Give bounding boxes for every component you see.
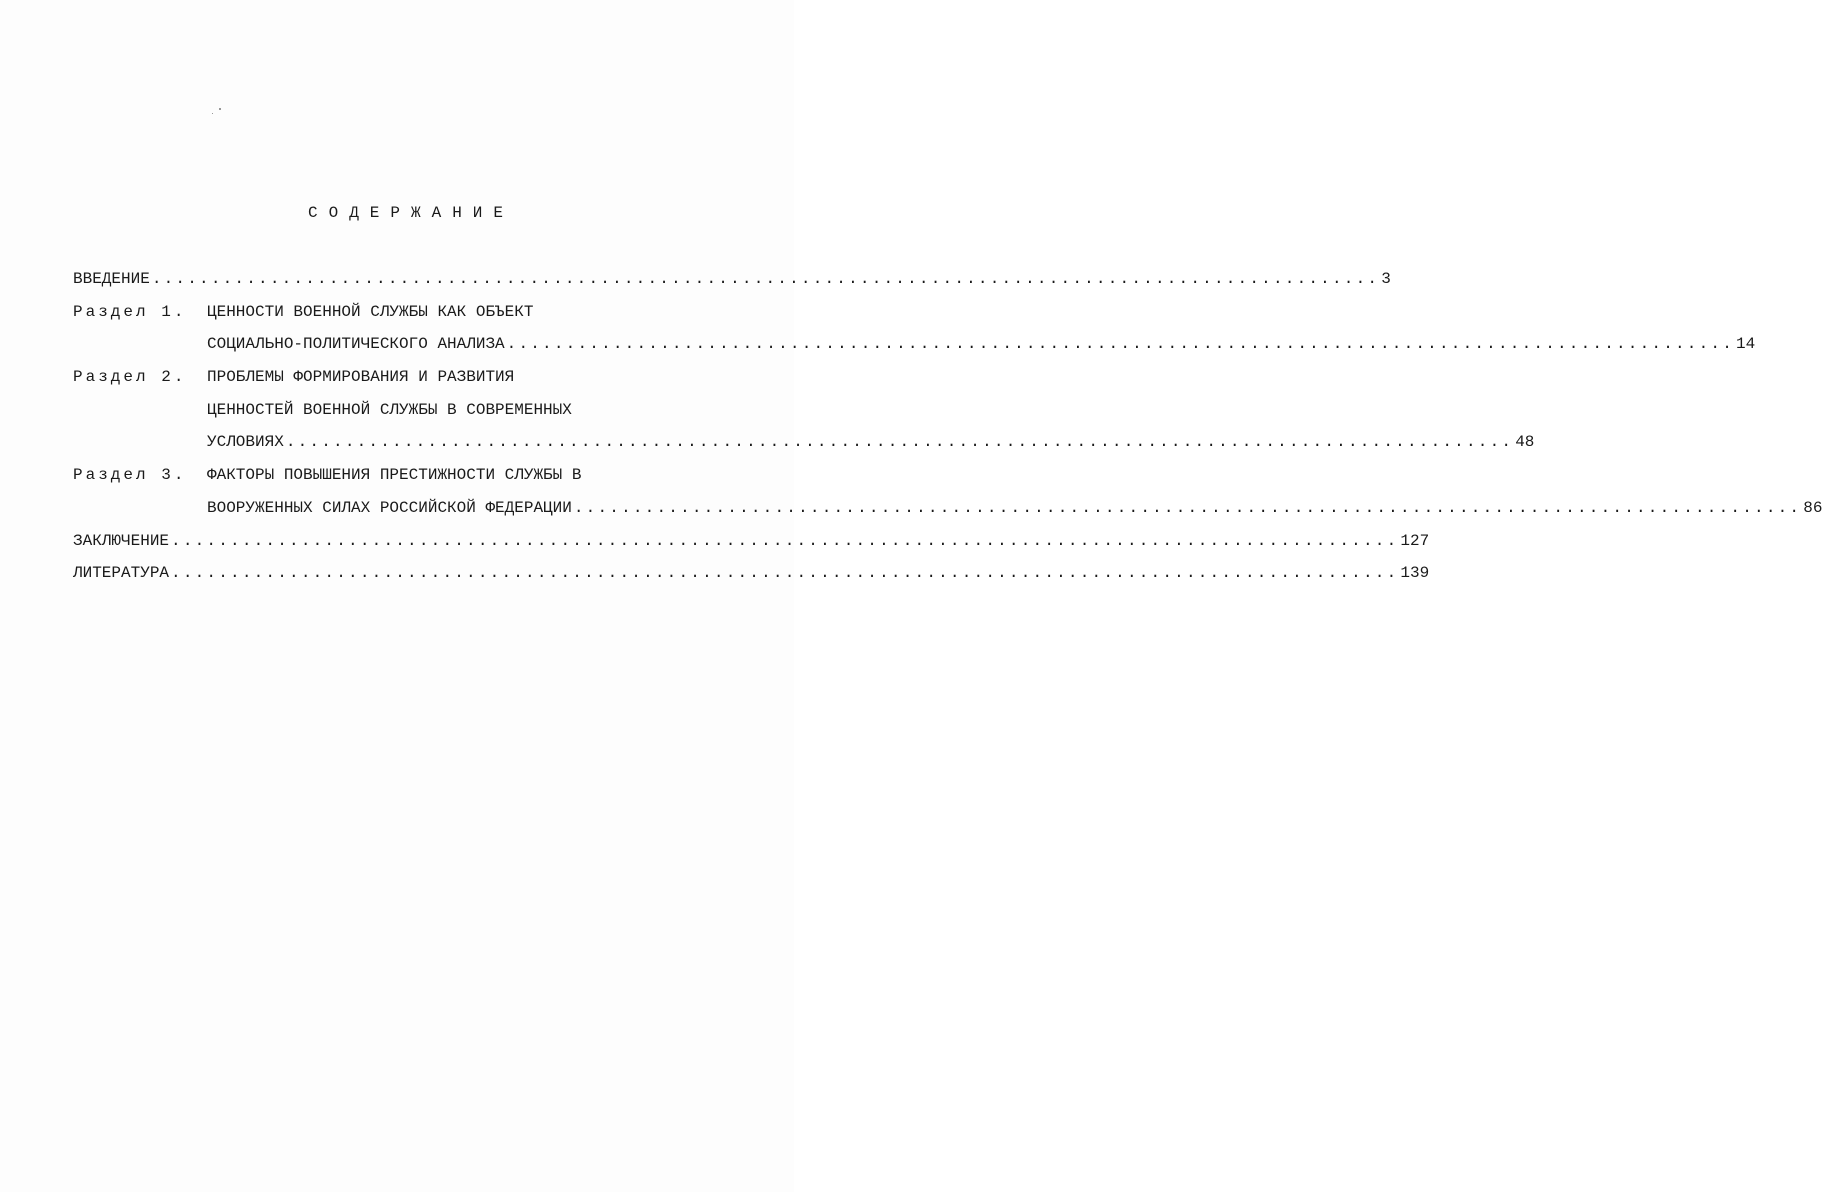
toc-entry-title: ЦЕННОСТЕЙ ВОЕННОЙ СЛУЖБЫ В СОВРЕМЕННЫХ: [207, 400, 572, 419]
table-of-contents: [73, 266, 1822, 593]
toc-entry-section-1-continuation: [73, 331, 1756, 364]
toc-entry-title: ПРОБЛЕМЫ ФОРМИРОВАНИЯ И РАЗВИТИЯ: [207, 368, 515, 387]
toc-entry-introduction: [73, 266, 1391, 299]
toc-entry-section-2-continuation: [73, 429, 1535, 462]
toc-entry-section-2: [73, 364, 713, 397]
page-title: СОДЕРЖАНИЕ: [307, 204, 514, 222]
toc-entry-section-1: [73, 299, 713, 332]
toc-entry-title: ВООРУЖЕННЫХ СИЛАХ РОССИЙСКОЙ ФЕДЕРАЦИИ: [207, 498, 572, 517]
toc-entry-literature: [73, 560, 1430, 593]
toc-entry-title: ФАКТОРЫ ПОВЫШЕНИЯ ПРЕСТИЖНОСТИ СЛУЖБЫ В: [207, 466, 582, 485]
toc-entry-title: ЛИТЕРАТУРА: [73, 564, 170, 583]
toc-page-number: 127: [1400, 531, 1430, 550]
toc-section-label: Раздел 3.: [73, 466, 187, 485]
toc-page-number: 14: [1736, 335, 1756, 354]
toc-page-number: 3: [1381, 270, 1391, 288]
dot-leader: ........................................................................................................: [573, 498, 1802, 517]
toc-entry-title: ЦЕННОСТИ ВОЕННОЙ СЛУЖБЫ КАК ОБЪЕКТ: [207, 302, 534, 321]
toc-entry-section-3-continuation: [73, 495, 1822, 528]
toc-entry-section-2-continuation: [73, 397, 713, 430]
toc-entry-conclusion: [73, 528, 1430, 561]
toc-entry-title: СОЦИАЛЬНО-ПОЛИТИЧЕСКОГО АНАЛИЗА: [207, 335, 505, 354]
toc-entry-title: УСЛОВИЯХ: [207, 433, 284, 452]
toc-section-label: Раздел 2.: [73, 368, 187, 387]
toc-entry-section-3: [73, 462, 713, 495]
dot-leader: ........................................................................................................: [506, 335, 1735, 354]
dot-leader: ........................................................................................................: [171, 531, 1399, 550]
toc-section-label: Раздел 1.: [73, 302, 187, 321]
dot-leader: ........................................................................................................: [171, 564, 1399, 583]
toc-page-number: 86: [1803, 498, 1822, 517]
toc-page-number: 139: [1400, 564, 1430, 583]
scan-speck: [212, 113, 213, 114]
toc-entry-title: ЗАКЛЮЧЕНИЕ: [73, 531, 170, 550]
dot-leader: ........................................................................................................: [151, 270, 1380, 288]
scan-speck: [219, 108, 221, 110]
toc-page-number: 48: [1515, 433, 1535, 452]
dot-leader: ........................................................................................................: [285, 433, 1514, 452]
toc-entry-title: ВВЕДЕНИЕ: [73, 270, 150, 288]
